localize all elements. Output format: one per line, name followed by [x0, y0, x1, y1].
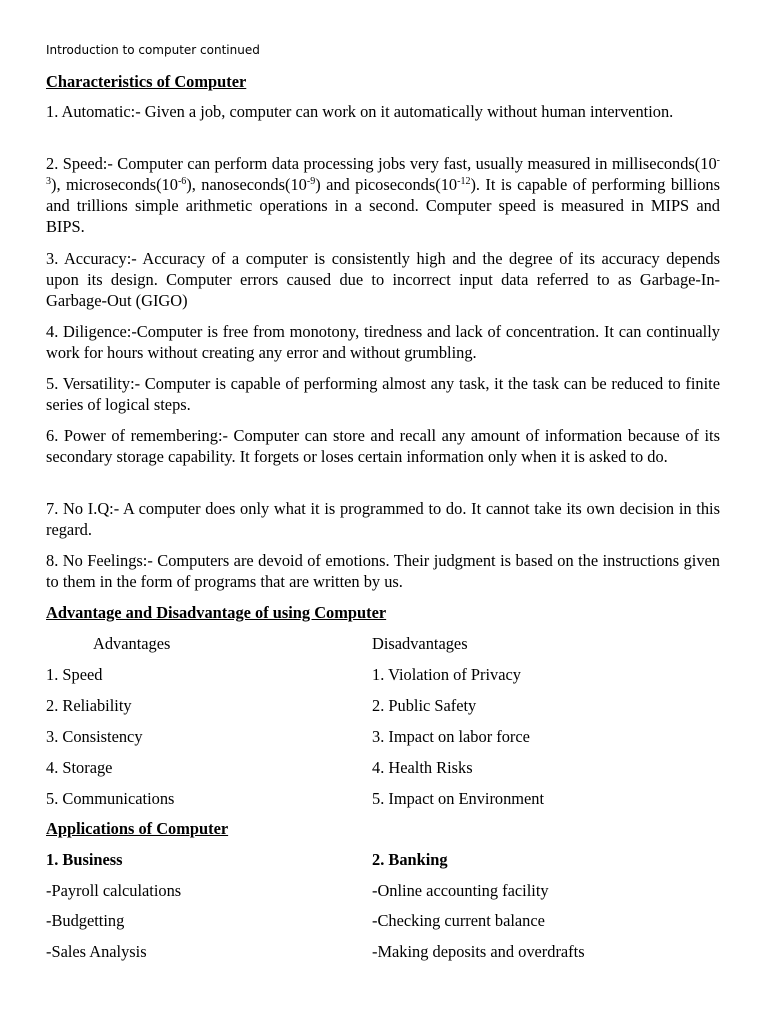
- table-row: [46, 664, 720, 685]
- characteristic-no-iq: 7. No I.Q:- A computer does only what it is programmed to do. It cannot take its own decision in this regard.: [46, 499, 720, 539]
- table-row: [46, 788, 720, 809]
- applications-heading: Applications of Computer: [46, 819, 229, 838]
- characteristic-remembering: 6. Power of remembering:- Computer can store and recall any amount of information because of its secondary storage capability. It forgets or loses certain information only when it is asked to do.: [46, 426, 720, 466]
- applications-title-row: [46, 849, 720, 870]
- advantage-item: 5. Communications: [46, 789, 175, 808]
- application-banking-title: 2. Banking: [372, 850, 448, 869]
- advantage-item: 4. Storage: [46, 758, 113, 777]
- characteristic-diligence: 4. Diligence:-Computer is free from monotony, tiredness and lack of concentration. It can continually work for hours without creating any error and without grumbling.: [46, 322, 720, 362]
- banking-application-item: -Online accounting facility: [372, 881, 549, 900]
- disadvantage-item: 3. Impact on labor force: [372, 727, 530, 746]
- characteristic-no-feelings: 8. No Feelings:- Computers are devoid of emotions. Their judgment is based on the instructions given to them in the form of programs that are written by us.: [46, 551, 720, 591]
- characteristic-accuracy: 3. Accuracy:- Accuracy of a computer is consistently high and the degree of its accuracy depends upon its design. Computer errors caused due to incorrect input data referred to as Garbage-In-Garbage-Out (GIGO): [46, 249, 720, 310]
- disadvantage-item: 1. Violation of Privacy: [372, 665, 521, 684]
- application-business-title: 1. Business: [46, 850, 123, 869]
- disadvantages-column-header: Disadvantages: [372, 634, 468, 653]
- advantage-item: 1. Speed: [46, 665, 103, 684]
- disadvantage-item: 4. Health Risks: [372, 758, 473, 777]
- banking-application-item: -Checking current balance: [372, 911, 545, 930]
- characteristic-automatic: 1. Automatic:- Given a job, computer can work on it automatically without human intervention.: [46, 102, 674, 121]
- business-application-item: -Payroll calculations: [46, 881, 182, 900]
- banking-application-item: -Making deposits and overdrafts: [372, 942, 585, 961]
- advantages-heading: Advantage and Disadvantage of using Computer: [46, 603, 387, 622]
- advantages-column-header: Advantages: [93, 634, 171, 653]
- business-application-item: -Sales Analysis: [46, 942, 147, 961]
- list-item: [46, 941, 720, 962]
- characteristic-versatility: 5. Versatility:- Computer is capable of performing almost any task, it the task can be reduced to finite series of logical steps.: [46, 374, 720, 414]
- disadvantage-item: 5. Impact on Environment: [372, 789, 545, 808]
- disadvantage-item: 2. Public Safety: [372, 696, 477, 715]
- list-item: [46, 880, 720, 901]
- table-row: [46, 726, 720, 747]
- list-item: [46, 910, 720, 931]
- table-row: [46, 695, 720, 716]
- table-row: [46, 757, 720, 778]
- characteristic-speed: 2. Speed:- Computer can perform data processing jobs very fast, usually measured in $milliseconds(10^{-3})$, $microseconds(10^{-6})$, $nanoseconds(10^{-9})$ and $picoseconds(10^{-12})$. It is capable of performing billions and trillions simple arithmetic operations in a second. Computer speed is measured in MIPS and BIPS.: [46, 154, 720, 236]
- advantage-item: 2. Reliability: [46, 696, 132, 715]
- page-header: Introduction to computer continued: [46, 43, 260, 57]
- characteristics-heading: Characteristics of Computer: [46, 72, 247, 91]
- business-application-item: -Budgetting: [46, 911, 125, 930]
- advantages-header-row: [46, 633, 720, 654]
- advantage-item: 3. Consistency: [46, 727, 143, 746]
